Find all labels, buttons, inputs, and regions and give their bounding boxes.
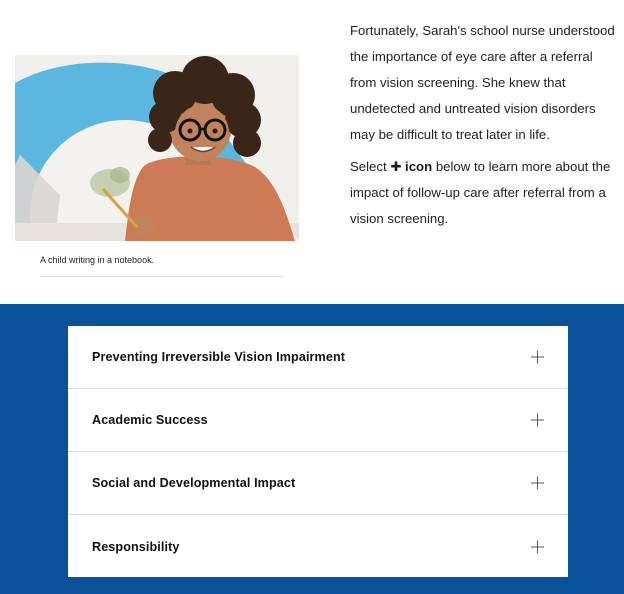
plus-icon[interactable] [531, 351, 544, 364]
instruction-paragraph [350, 154, 620, 232]
accordion-item-social-developmental-impact[interactable] [68, 452, 568, 515]
accordion-item-preventing-vision-impairment[interactable] [68, 326, 568, 389]
intro-copy [350, 18, 620, 232]
accordion-item-title: Academic Success [92, 413, 208, 427]
accordion-item-title: Social and Developmental Impact [92, 476, 296, 490]
plus-icon[interactable] [531, 540, 544, 553]
child-illustration [15, 55, 299, 241]
accordion-item-academic-success[interactable] [68, 389, 568, 452]
accordion-item-responsibility[interactable] [68, 515, 568, 578]
plus-icon[interactable] [531, 477, 544, 490]
plus-icon: ✚ [390, 159, 402, 174]
child-photo [15, 55, 299, 241]
plus-icon[interactable] [531, 414, 544, 427]
accordion [68, 326, 568, 577]
instruction-text-start: Select [350, 159, 391, 174]
instruction-text-end: below to learn more about the impact of follow-up care after referral from a vision screening. [350, 159, 611, 226]
instruction-icon-word: icon [401, 159, 433, 174]
caption-divider [40, 276, 283, 277]
photo-caption: A child writing in a notebook. [40, 255, 155, 265]
intro-paragraph: Fortunately, Sarah's school nurse understood the importance of eye care after a referral from vision screening. She knew that undetected and untreated vision disorders may be difficult to treat later in life. [350, 23, 615, 142]
accordion-item-title: Preventing Irreversible Vision Impairment [92, 350, 346, 364]
accordion-item-title: Responsibility [92, 539, 180, 554]
